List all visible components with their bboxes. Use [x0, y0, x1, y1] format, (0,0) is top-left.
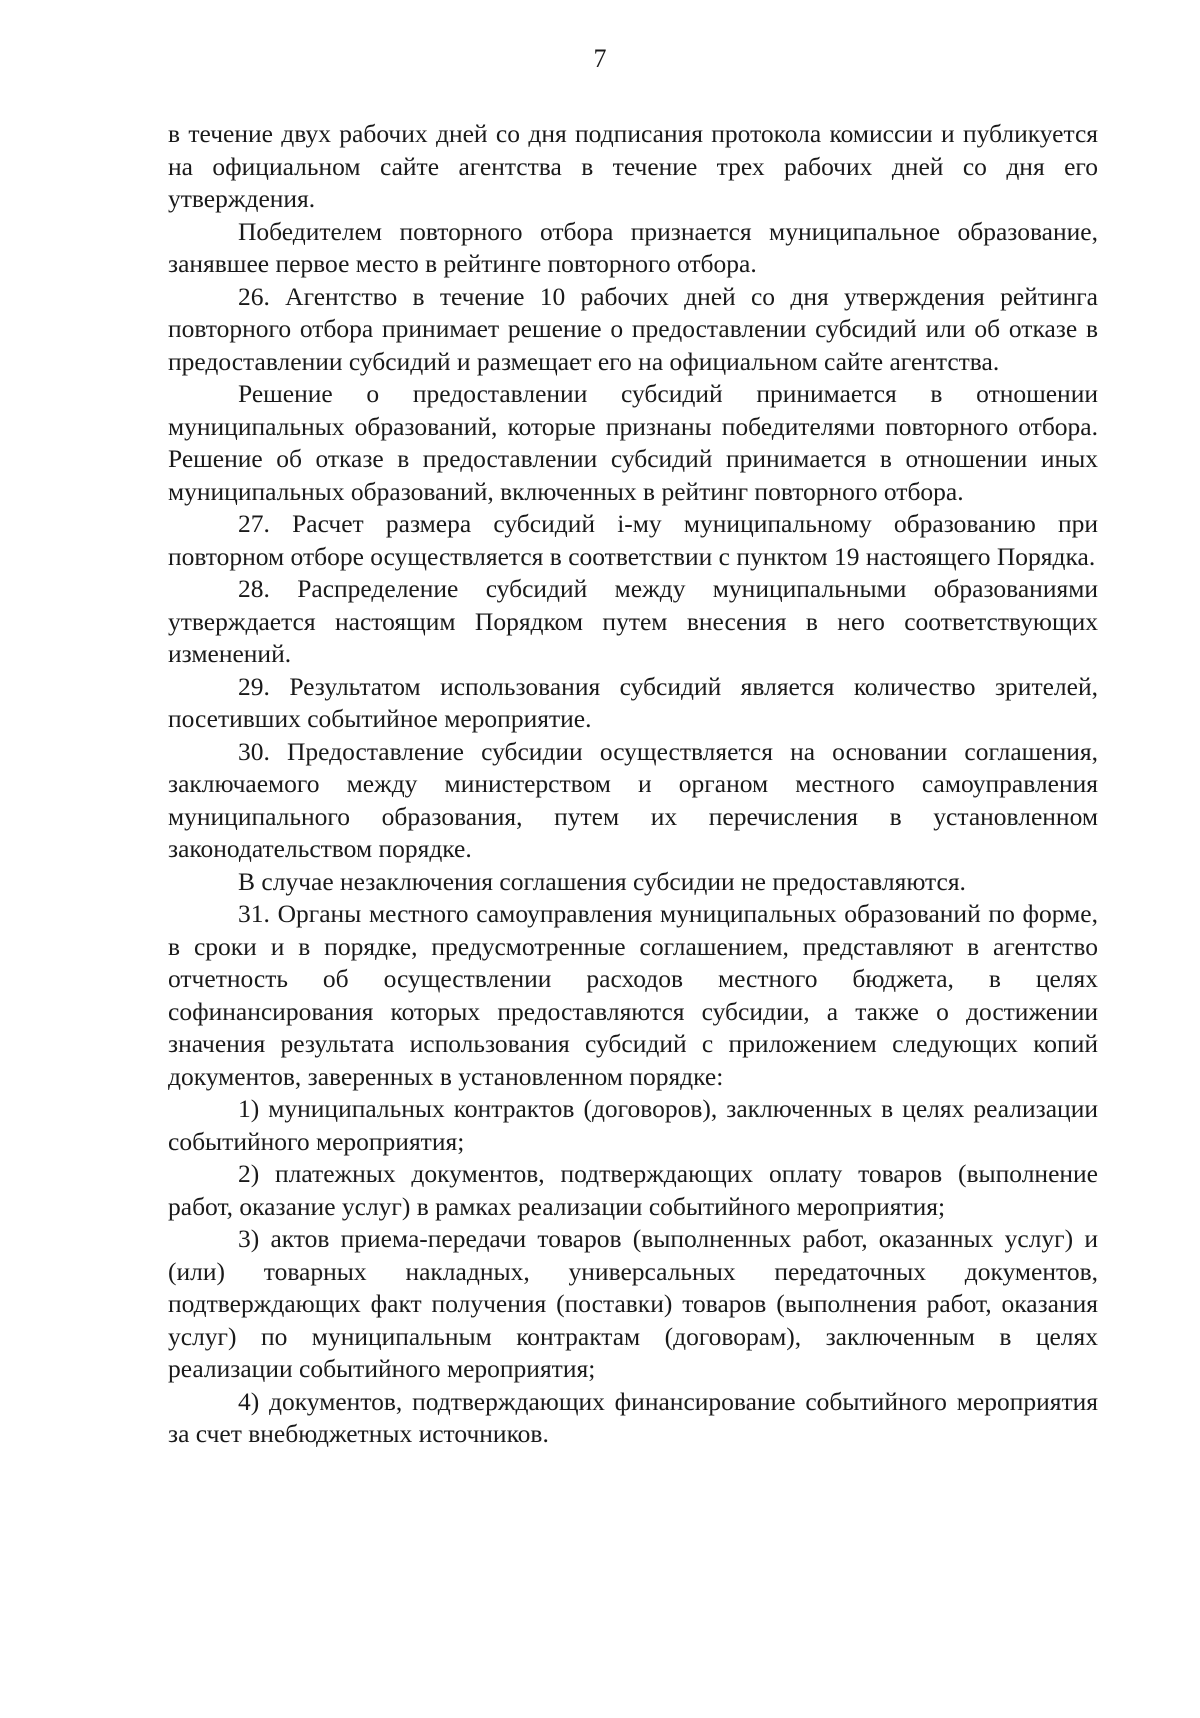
paragraph-27: 27. Расчет размера субсидий i-му муниципальному образованию при повторном отборе осуществляется в соответствии с пунктом 19 настоящего Порядка.	[168, 509, 1098, 571]
paragraph-26: 26. Агентство в течение 10 рабочих дней со дня утверждения рейтинга повторного отбора принимает решение о предоставлении субсидий или об отказе в предоставлении субсидий и размещает его на официальном сайте агентства.	[168, 281, 1098, 376]
paragraph-winner: Победителем повторного отбора признается муниципальное образование, занявшее первое место в рейтинге повторного отбора.	[168, 216, 1098, 278]
paragraph-decision: Решение о предоставлении субсидий принимается в отношении муниципальных образований, которые признаны победителями повторного отбора. Решение об отказе в предоставлении субсидий принимается в отношении иных муниципальных образований, включенных в рейтинг повторного отбора.	[168, 379, 1098, 506]
paragraph-31: 31. Органы местного самоуправления муниципальных образований по форме, в сроки и в порядке, предусмотренные соглашением, представляют в агентство отчетность об осуществлении расходов местного бюджета, в целях софинансирования которых предоставляются субсидии, а также о достижении значения результата использования субсидий с приложением следующих копий документов, заверенных в установленном порядке:	[168, 899, 1098, 1091]
document-body	[168, 118, 1098, 1451]
list-item-2: 2) платежных документов, подтверждающих оплату товаров (выполнение работ, оказание услуг) в рамках реализации событийного мероприятия;	[168, 1159, 1098, 1221]
page-number: 7	[593, 44, 607, 73]
paragraph-continuation: в течение двух рабочих дней со дня подписания протокола комиссии и публикуется на официальном сайте агентства в течение трех рабочих дней со дня его утверждения.	[168, 119, 1098, 213]
paragraph-29: 29. Результатом использования субсидий является количество зрителей, посетивших событийное мероприятие.	[168, 671, 1098, 733]
paragraph-30: 30. Предоставление субсидии осуществляется на основании соглашения, заключаемого между министерством и органом местного самоуправления муниципального образования, путем их перечисления в установленном законодательством порядке.	[168, 736, 1098, 863]
paragraph-28: 28. Распределение субсидий между муниципальными образованиями утверждается настоящим Порядком путем внесения в него соответствующих изменений.	[168, 574, 1098, 668]
list-item-4: 4) документов, подтверждающих финансирование событийного мероприятия за счет внебюджетных источников.	[168, 1386, 1098, 1448]
list-item-3: 3) актов приема-передачи товаров (выполненных работ, оказанных услуг) и (или) товарных накладных, универсальных передаточных документов, подтверждающих факт получения (поставки) товаров (выполнения работ, оказания услуг) по муниципальным контрактам (договорам), заключенным в целях реализации событийного мероприятия;	[168, 1224, 1098, 1383]
paragraph-no-agreement: В случае незаключения соглашения субсидии не предоставляются.	[238, 866, 966, 896]
list-item-1: 1) муниципальных контрактов (договоров), заключенных в целях реализации событийного мероприятия;	[168, 1094, 1098, 1156]
